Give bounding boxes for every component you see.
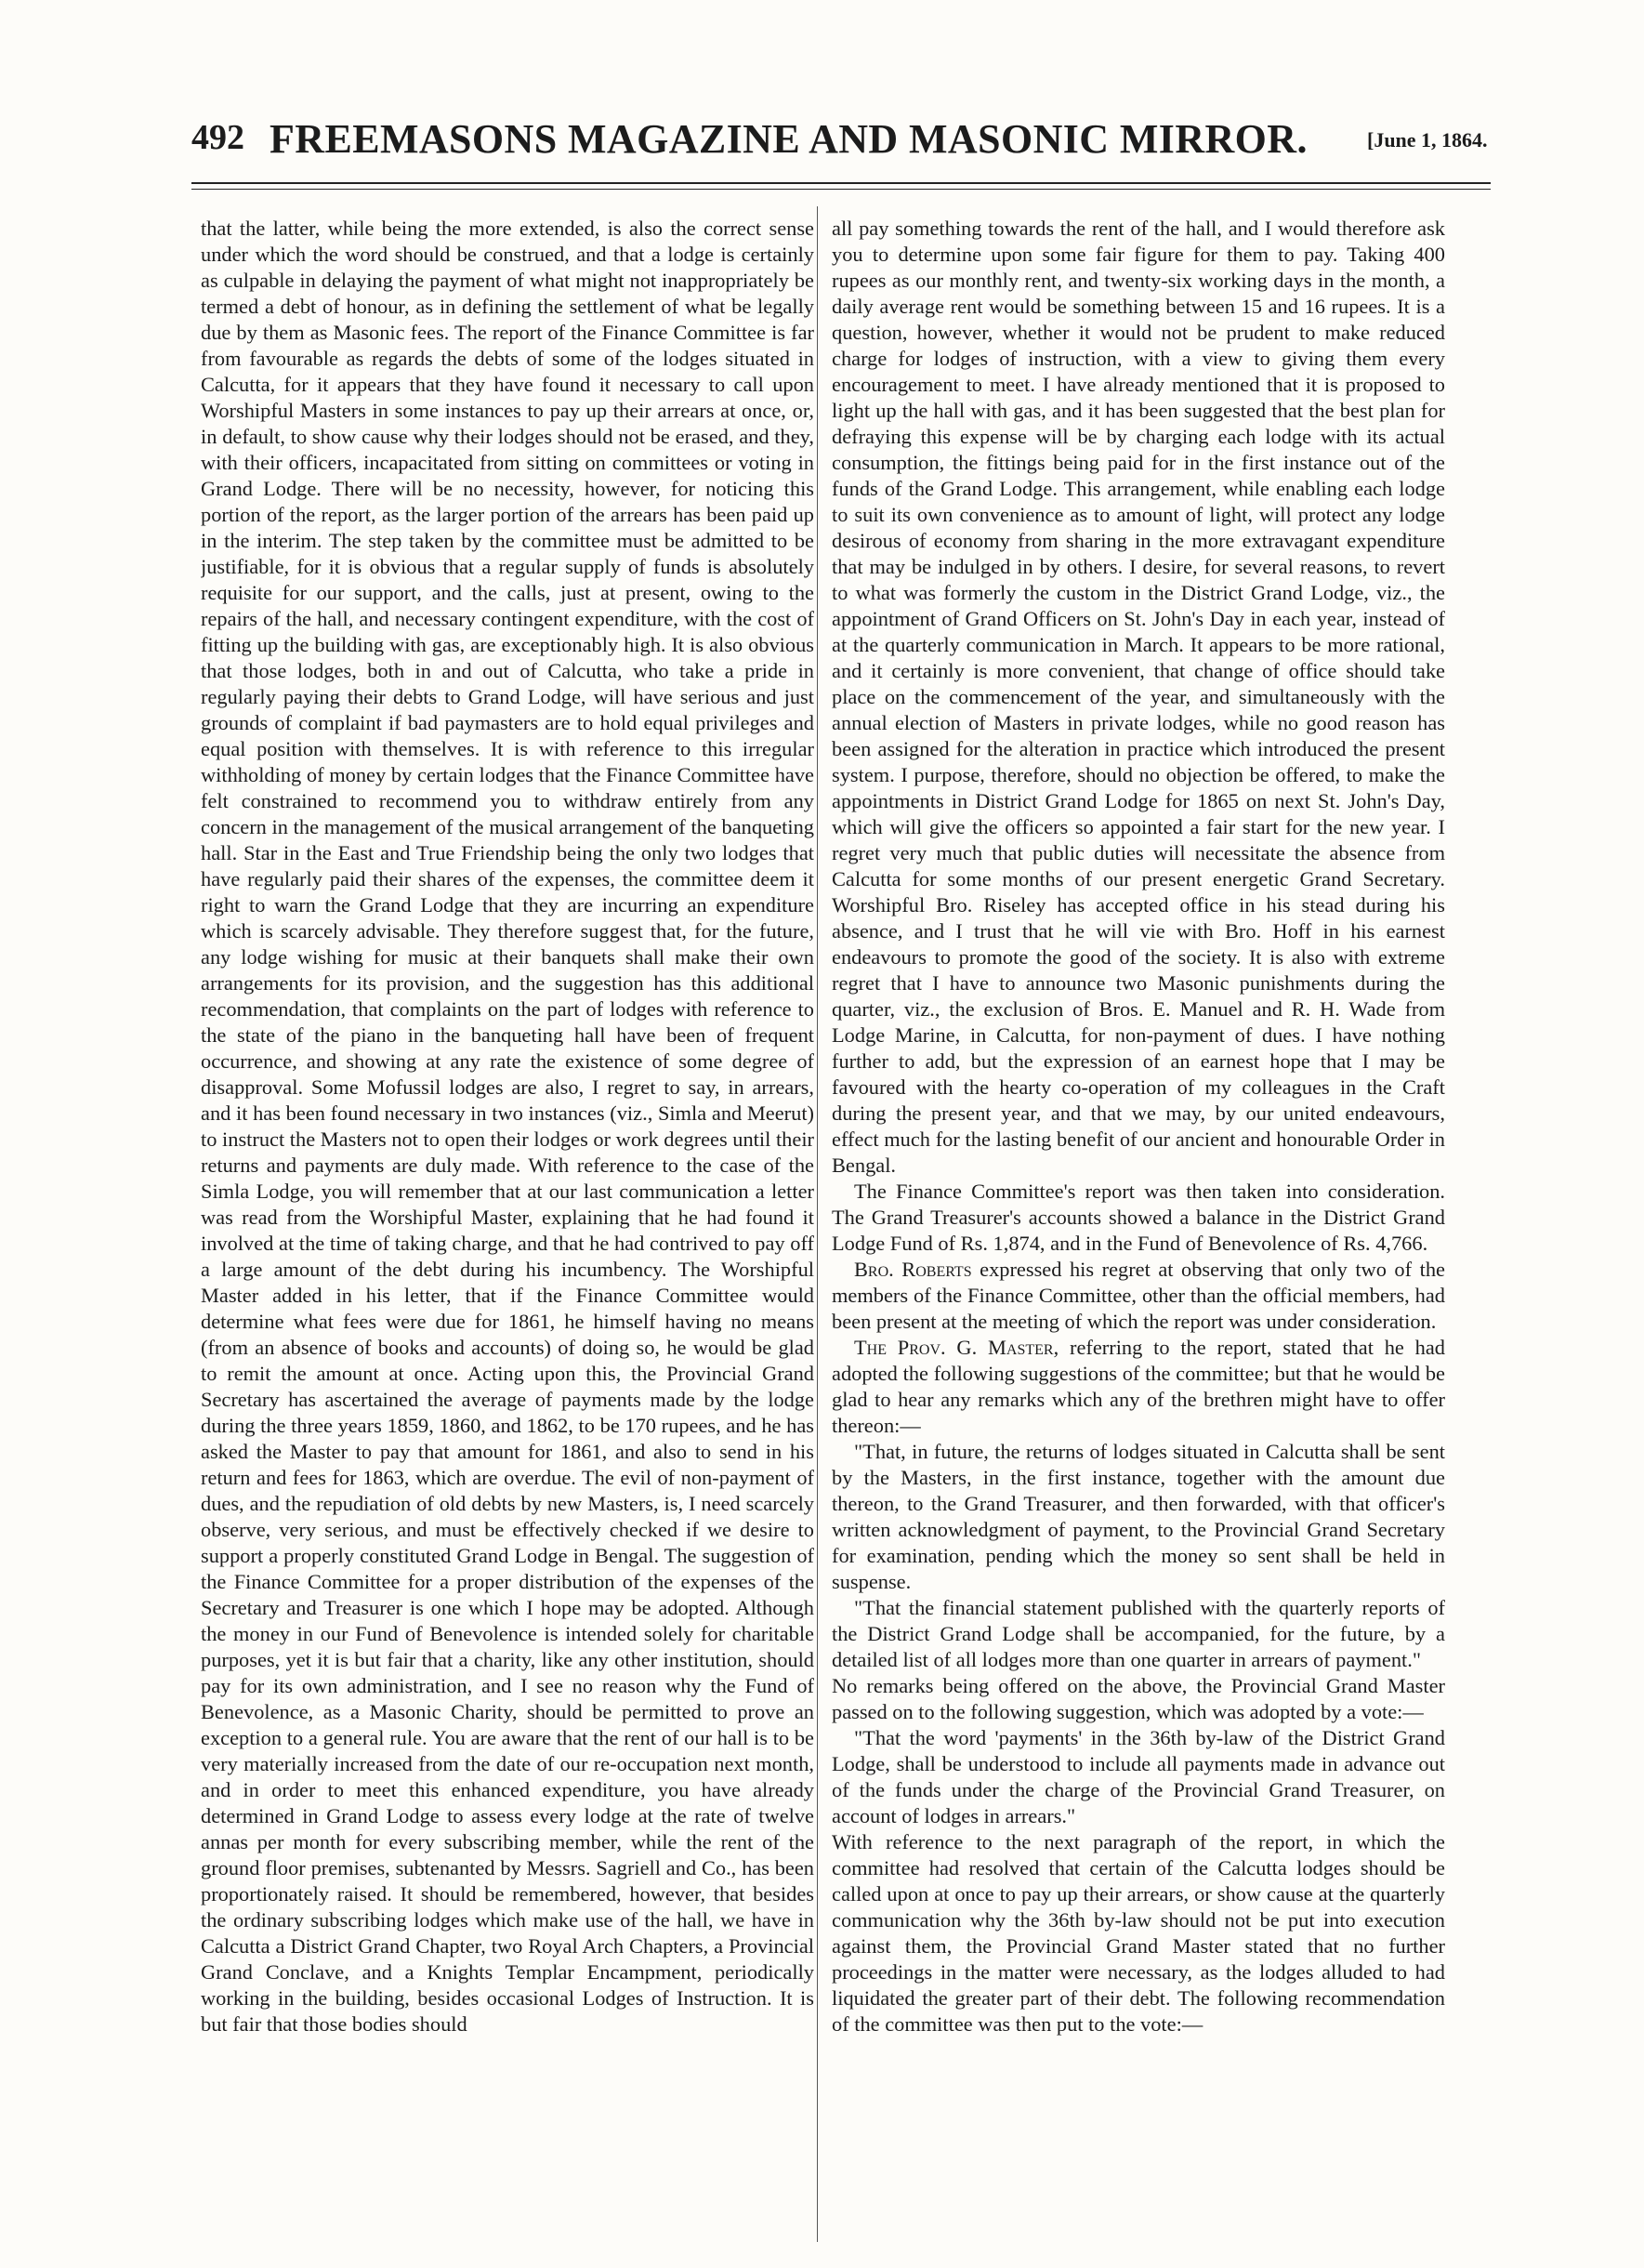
right-paragraph-7: No remarks being offered on the above, the Provincial Grand Master passed on to the following suggestion, which was adopted by a vote:— <box>832 1674 1445 1723</box>
page-number: 492 <box>191 118 244 157</box>
header-rule-bottom <box>191 189 1491 190</box>
speaker-name-roberts: Bro. Roberts <box>854 1258 972 1281</box>
column-divider <box>817 206 818 2242</box>
right-paragraph-5: "That, in future, the returns of lodges situated in Calcutta shall be sent by the Masters, in the first instance, together with the amount due thereon, to the Grand Treasurer, and then forwarded, with that officer's written acknowledgment of payment, to the Provincial Grand Secretary for examination, pending which the money so sent shall be held in suspense. <box>832 1440 1445 1593</box>
paragraph-4-text: , referring to the report, stated that he had adopted the following suggestions of the committee; but that he would be glad to hear any remarks which any of the brethren might have to offer thereon:— <box>832 1336 1445 1437</box>
speaker-name-prov-g-master: The Prov. G. Master <box>854 1336 1054 1359</box>
paragraph-3-text: expressed his regret at observing that only two of the members of the Finance Committee, other than the official members, had been present at the meeting of which the report was under consideration. <box>832 1258 1445 1333</box>
page-header <box>191 115 1491 167</box>
right-paragraph-4 <box>832 1335 1445 1439</box>
left-column <box>201 216 814 2242</box>
right-paragraph-1: all pay something towards the rent of the hall, and I would therefore ask you to determine upon some fair figure for them to pay. Taking 400 rupees as our monthly rent, and twenty-six working days in the month, a daily average rent would be something between 15 and 16 rupees. It is a question, however, whether it would not be prudent to make reduced charge for lodges of instruction, with a view to giving them every encouragement to meet. I have already mentioned that it is proposed to light up the hall with gas, and it has been suggested that the best plan for defraying this expense will be by charging each lodge with its actual consumption, the fittings being paid for in the first instance out of the funds of the Grand Lodge. This arrangement, while enabling each lodge to suit its own convenience as to amount of light, will protect any lodge desirous of economy from sharing in the more extravagant expenditure that may be indulged in by others. I desire, for several reasons, to revert to what was formerly the custom in the District Grand Lodge, viz., the appointment of Grand Officers on St. John's Day in each year, instead of at the quarterly communication in March. It appears to be more rational, and it certainly is more convenient, that change of office should take place on the commencement of the year, and simultaneously with the annual election of Masters in private lodges, while no good reason has been assigned for the alteration in practice which introduced the present system. I purpose, therefore, should no objection be offered, to make the appointments in District Grand Lodge for 1865 on next St. John's Day, which will give the officers so appointed a fair start for the new year. I regret very much that public duties will necessitate the absence from Calcutta for some months of our present energetic Grand Secretary. Worshipful Bro. Riseley has accepted office in his stead during his absence, and I trust that he will vie with Bro. Hoff in his earnest endeavours to promote the good of the society. It is also with extreme regret that I have to announce two Masonic punishments during the quarter, viz., the exclusion of Bros. E. Manuel and R. H. Wade from Lodge Marine, in Calcutta, for non-payment of dues. I have nothing further to add, but the expression of an earnest hope that I may be favoured with the hearty co-operation of my colleagues in the Craft during the present year, and that we may, by our united endeavours, effect much for the lasting benefit of our ancient and honourable Order in Bengal. <box>832 217 1445 1177</box>
right-paragraph-2: The Finance Committee's report was then taken into consideration. The Grand Treasurer's accounts showed a balance in the District Grand Lodge Fund of Rs. 1,874, and in the Fund of Benevolence of Rs. 4,766. <box>832 1180 1445 1255</box>
right-paragraph-9: With reference to the next paragraph of the report, in which the committee had resolved that certain of the Calcutta lodges should be called upon at once to pay up their arrears, or show cause at the quarterly communication why the 36th by-law should not be put into execution against them, the Provincial Grand Master stated that no further proceedings in the matter were necessary, as the lodges alluded to had liquidated the greater part of their debt. The following recommendation of the committee was then put to the vote:— <box>832 1830 1445 2036</box>
left-paragraph-1: that the latter, while being the more extended, is also the correct sense under which the word should be construed, and that a lodge is certainly as culpable in delaying the payment of what might not inappropriately be termed a debt of honour, as in defining the settlement of what be legally due by them as Masonic fees. The report of the Finance Committee is far from favourable as regards the debts of some of the lodges situated in Calcutta, for it appears that they have found it necessary to call upon Worshipful Masters in some instances to pay up their arrears at once, or, in default, to show cause why their lodges should not be erased, and they, with their officers, incapacitated from sitting on committees or voting in Grand Lodge. There will be no necessity, however, for noticing this portion of the report, as the larger portion of the arrears has been paid up in the interim. The step taken by the committee must be admitted to be justifiable, for it is obvious that a regular supply of funds is absolutely requisite for our support, and the calls, just at present, owing to the repairs of the hall, and necessary contingent expenditure, with the cost of fitting up the building with gas, are exceptionably high. It is also obvious that those lodges, both in and out of Calcutta, who take a pride in regularly paying their debts to Grand Lodge, will have serious and just grounds of complaint if bad paymasters are to hold equal privileges and equal position with themselves. It is with reference to this irregular withholding of money by certain lodges that the Finance Committee have felt constrained to recommend you to withdraw entirely from any concern in the management of the musical arrangement of the banqueting hall. Star in the East and True Friendship being the only two lodges that have regularly paid their shares of the expenses, the committee deem it right to warn the Grand Lodge that they are incurring an expenditure which is scarcely advisable. They therefore suggest that, for the future, any lodge wishing for music at their banquets shall make their own arrangements for its provision, and the suggestion has this additional recommendation, that complaints on the part of lodges with reference to the state of the piano in the banqueting hall have been of frequent occurrence, and showing at any rate the existence of some degree of disapproval. Some Mofussil lodges are also, I regret to say, in arrears, and it has been found necessary in two instances (viz., Simla and Meerut) to instruct the Masters not to open their lodges or work degrees until their returns and payments are duly made. With reference to the case of the Simla Lodge, you will remember that at our last communication a letter was read from the Worshipful Master, explaining that he had found it involved at the time of taking charge, and that he had contrived to pay off a large amount of the debt during his incumbency. The Worshipful Master added in his letter, that if the Finance Committee would determine what fees were due for 1861, he himself having no means (from an absence of books and accounts) of doing so, he would be glad to remit the amount at once. Acting upon this, the Provincial Grand Secretary has ascertained the average of payments made by the lodge during the three years 1859, 1860, and 1862, to be 170 rupees, and he has asked the Master to pay that amount for 1861, and also to send in his return and fees for 1863, which are overdue. The evil of non-payment of dues, and the repudiation of old debts by new Masters, is, I need scarcely observe, very serious, and must be effectively checked if we desire to support a properly constituted Grand Lodge in Bengal. The suggestion of the Finance Committee for a proper distribution of the expenses of the Secretary and Treasurer is one which I hope may be adopted. Although the money in our Fund of Benevolence is intended solely for charitable purposes, yet it is but fair that a charity, like any other institution, should pay for its own administration, and I see no reason why the Fund of Benevolence, as a Masonic Charity, should be permitted to prove an exception to a general rule. You are aware that the rent of our hall is to be very materially increased from the date of our re-occupation next month, and in order to meet this enhanced expenditure, you have already determined in Grand Lodge to assess every lodge at the rate of twelve annas per month for every subscribing member, while the rent of the ground floor premises, subtenanted by Messrs. Sagriell and Co., has been proportionately raised. It should be remembered, however, that besides the ordinary subscribing lodges which make use of the hall, we have in Calcutta a District Grand Chapter, two Royal Arch Chapters, a Provincial Grand Conclave, and a Knights Templar Encampment, periodically working in the building, besides occasional Lodges of Instruction. It is but fair that those bodies should <box>201 217 814 2036</box>
right-paragraph-3 <box>832 1257 1445 1335</box>
right-column <box>832 216 1445 2242</box>
masthead-title: FREEMASONS MAGAZINE AND MASONIC MIRROR. <box>270 116 1308 162</box>
right-paragraph-6: "That the financial statement published with the quarterly reports of the District Grand Lodge shall be accompanied, for the future, by a detailed list of all lodges more than one quarter in arrears of payment." <box>832 1596 1445 1671</box>
issue-date: [June 1, 1864. <box>1367 128 1488 152</box>
header-rule-top <box>191 182 1491 184</box>
right-paragraph-8: "That the word 'payments' in the 36th by-law of the District Grand Lodge, shall be understood to include all payments made in advance out of the funds under the charge of the Provincial Grand Treasurer, on account of lodges in arrears." <box>832 1726 1445 1827</box>
